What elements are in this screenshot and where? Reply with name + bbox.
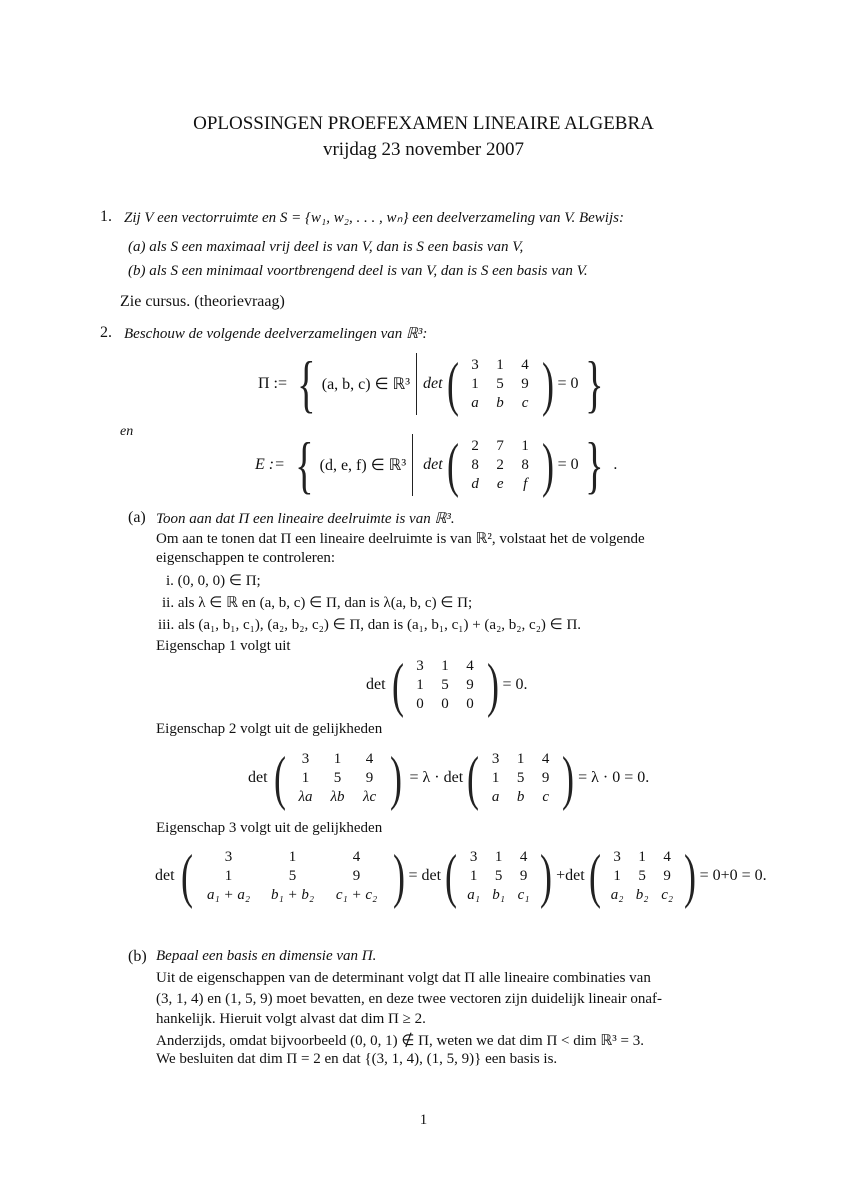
q1-part-a: (a) als S een maximaal vrij deel is van V, dan is S een basis van V,	[128, 239, 524, 255]
q2a-paragraph-line2: eigenschappen te controleren:	[156, 550, 336, 566]
matrix-cell: 9	[466, 676, 474, 693]
matrix-cell: λb	[330, 788, 345, 805]
property-i: i. (0, 0, 0) ∈ Π;	[166, 573, 261, 589]
matrix-cell: 0	[466, 695, 474, 712]
right-paren: )	[683, 843, 696, 909]
matrix-2	[605, 848, 680, 905]
right-paren: )	[541, 351, 554, 417]
matrix-cell: λc	[362, 788, 377, 805]
e-set-elements: (d, e, f) ∈ ℝ³	[319, 457, 407, 474]
page-number: 1	[419, 1112, 428, 1128]
right-brace: }	[584, 429, 604, 500]
property3-rhs: = 0+0 = 0.	[699, 867, 767, 884]
matrix-cell: 4	[541, 750, 550, 767]
page-title: OPLOSSINGEN PROEFEXAMEN LINEAIRE ALGEBRA	[193, 113, 654, 134]
set-separator	[412, 434, 413, 496]
e-set-definition	[255, 429, 618, 500]
q2b-line4: Anderzijds, omdat bijvoorbeeld (0, 0, 1) ∉ Π, weten we dat dim Π < dim ℝ³ = 3.	[156, 1033, 644, 1049]
matrix-cell: 3	[471, 356, 479, 373]
matrix-cell: 4	[352, 848, 361, 865]
e-lhs: E :=	[255, 456, 285, 473]
matrix-cell: b₁	[492, 886, 505, 903]
right-paren: )	[392, 843, 405, 909]
matrix-lambda	[290, 750, 386, 807]
det-label: det	[248, 769, 268, 786]
matrix-cell: a	[471, 394, 479, 411]
pi-set-definition	[258, 348, 609, 419]
property2-mid: = λ · det	[409, 769, 464, 786]
matrix-cell: 1	[224, 867, 233, 884]
matrix-cell: c	[521, 394, 529, 411]
property1-equation	[366, 652, 528, 718]
matrix-cell: 9	[352, 867, 361, 884]
matrix-cell: 8	[471, 456, 479, 473]
right-paren: )	[541, 432, 554, 498]
matrix-cell: 0	[441, 695, 449, 712]
left-brace: {	[295, 429, 314, 500]
matrix-cell: 1	[521, 437, 529, 454]
matrix-cell: 5	[441, 676, 449, 693]
matrix-cell: 1	[441, 657, 449, 674]
right-paren: )	[540, 843, 553, 909]
matrix-cell: 1	[333, 750, 342, 767]
left-paren: (	[445, 843, 458, 909]
matrix-cell: f	[523, 475, 528, 492]
matrix-cell: 5	[333, 769, 342, 786]
e-eq0: = 0	[557, 456, 579, 473]
e-matrix	[463, 437, 538, 494]
det-label: det	[366, 676, 386, 693]
q2-number: 2.	[100, 324, 112, 341]
left-paren: (	[588, 843, 601, 909]
matrix-cell: 1	[494, 848, 503, 865]
matrix-cell: 1	[301, 769, 310, 786]
matrix-cell: 3	[416, 657, 424, 674]
matrix-cell: a₁ + a₂	[207, 886, 251, 903]
matrix-cell: b	[516, 788, 525, 805]
matrix-cell: 1	[516, 750, 525, 767]
matrix-cell: c	[542, 788, 549, 805]
matrix-cell: a₂	[610, 886, 624, 903]
matrix-cell: 1	[613, 867, 621, 884]
right-brace: }	[584, 348, 604, 419]
left-brace: {	[297, 348, 316, 419]
matrix-cell: a	[491, 788, 500, 805]
matrix-cell: b₁ + b₂	[271, 886, 315, 903]
matrix-abc	[483, 750, 558, 807]
property3-mid: = det	[408, 867, 442, 884]
matrix-cell: 1	[469, 867, 478, 884]
set-separator	[416, 353, 417, 415]
property1-rhs: = 0.	[502, 676, 528, 693]
matrix-cell: 4	[663, 848, 671, 865]
matrix-cell: 8	[521, 456, 529, 473]
property1-intro: Eigenschap 1 volgt uit	[156, 638, 291, 654]
word-en: en	[120, 424, 134, 439]
q2-statement: Beschouw de volgende deelverzamelingen van ℝ³:	[124, 326, 428, 342]
matrix-cell: 5	[638, 867, 646, 884]
property2-rhs: = λ · 0 = 0.	[578, 769, 650, 786]
q2a-statement: Toon aan dat Π een lineaire deelruimte is van ℝ³.	[156, 511, 455, 527]
matrix-cell: 9	[365, 769, 374, 786]
pi-set-elements: (a, b, c) ∈ ℝ³	[321, 376, 411, 393]
matrix-cell: b	[496, 394, 504, 411]
matrix-cell: 9	[519, 867, 528, 884]
q2b-label: (b)	[128, 948, 147, 965]
matrix-cell: 1	[471, 375, 479, 392]
left-paren: (	[180, 843, 193, 909]
matrix-cell: 2	[496, 456, 504, 473]
e-period: .	[613, 456, 618, 473]
property-ii: ii. als λ ∈ ℝ en (a, b, c) ∈ Π, dan is λ(a, b, c) ∈ Π;	[162, 595, 473, 611]
matrix-cell: λa	[298, 788, 313, 805]
matrix-cell: 1	[491, 769, 500, 786]
matrix-cell: c₁ + c₂	[335, 886, 378, 903]
matrix-000	[408, 657, 483, 714]
q1-answer: Zie cursus. (theorievraag)	[120, 293, 285, 310]
property2-equation	[248, 745, 650, 811]
page-subtitle-date: vrijdag 23 november 2007	[322, 139, 525, 160]
q2b-statement: Bepaal een basis en dimensie van Π.	[156, 948, 377, 964]
plus-det: +det	[556, 867, 585, 884]
matrix-cell: 3	[301, 750, 310, 767]
q2b-line2: (3, 1, 4) en (1, 5, 9) moet bevatten, en deze twee vectoren zijn duidelijk lineair onaf-	[156, 991, 663, 1007]
matrix-cell: 4	[519, 848, 528, 865]
q2a-label: (a)	[128, 509, 146, 526]
matrix-cell: c₁	[517, 886, 530, 903]
matrix-cell: 3	[613, 848, 621, 865]
left-paren: (	[446, 351, 459, 417]
right-paren: )	[389, 745, 402, 811]
right-paren: )	[562, 745, 575, 811]
matrix-cell: 4	[365, 750, 374, 767]
matrix-cell: 1	[288, 848, 297, 865]
matrix-cell: 2	[471, 437, 479, 454]
pi-lhs: Π :=	[258, 375, 288, 392]
matrix-cell: d	[471, 475, 479, 492]
matrix-cell: 7	[496, 437, 504, 454]
matrix-cell: a₁	[467, 886, 480, 903]
matrix-cell: 5	[496, 375, 504, 392]
matrix-cell: 5	[288, 867, 297, 884]
pi-matrix	[463, 356, 538, 413]
matrix-cell: 1	[496, 356, 504, 373]
matrix-cell: 3	[491, 750, 500, 767]
matrix-cell: b₂	[635, 886, 649, 903]
matrix-cell: 5	[494, 867, 503, 884]
left-paren: (	[391, 652, 404, 718]
q2b-line5: We besluiten dat dim Π = 2 en dat {(3, 1, 4), (1, 5, 9)} een basis is.	[156, 1051, 558, 1067]
matrix-cell: 9	[521, 375, 529, 392]
property-iii: iii. als (a₁, b₁, c₁), (a₂, b₂, c₂) ∈ Π, dan is (a₁, b₁, c₁) + (a₂, b₂, c₂) ∈ Π.	[158, 617, 582, 633]
matrix-cell: e	[496, 475, 504, 492]
matrix-cell: 4	[466, 657, 474, 674]
q1-statement: Zij V een vectorruimte en S = {w₁, w₂, . . . , wₙ} een deelverzameling van V. Bewijs:	[124, 210, 624, 226]
matrix-cell: 3	[224, 848, 233, 865]
matrix-cell: 3	[469, 848, 478, 865]
matrix-cell: 0	[416, 695, 424, 712]
matrix-cell: 9	[541, 769, 550, 786]
property2-intro: Eigenschap 2 volgt uit de gelijkheden	[156, 721, 383, 737]
left-paren: (	[446, 432, 459, 498]
matrix-cell: 9	[663, 867, 671, 884]
right-paren: )	[486, 652, 499, 718]
q2a-paragraph-line1: Om aan te tonen dat Π een lineaire deelruimte is van ℝ², volstaat het de volgende	[156, 531, 645, 547]
matrix-cell: 4	[521, 356, 529, 373]
pi-det: det	[423, 375, 443, 392]
matrix-cell: 1	[638, 848, 646, 865]
matrix-cell: c₂	[661, 886, 674, 903]
q2b-line3: hankelijk. Hieruit volgt alvast dat dim Π ≥ 2.	[156, 1011, 426, 1027]
property3-equation	[155, 843, 767, 909]
matrix-sum	[197, 848, 389, 905]
matrix-1	[461, 848, 536, 905]
q1-part-b: (b) als S een minimaal voortbrengend deel is van V, dan is S een basis van V.	[128, 263, 588, 279]
pi-eq0: = 0	[557, 375, 579, 392]
left-paren: (	[467, 745, 480, 811]
e-det: det	[423, 456, 443, 473]
q1-number: 1.	[100, 208, 112, 225]
property3-intro: Eigenschap 3 volgt uit de gelijkheden	[156, 820, 383, 836]
left-paren: (	[273, 745, 286, 811]
matrix-cell: 5	[516, 769, 525, 786]
matrix-cell: 1	[416, 676, 424, 693]
q2b-line1: Uit de eigenschappen van de determinant volgt dat Π alle lineaire combinaties van	[156, 970, 651, 986]
det-label: det	[155, 867, 175, 884]
